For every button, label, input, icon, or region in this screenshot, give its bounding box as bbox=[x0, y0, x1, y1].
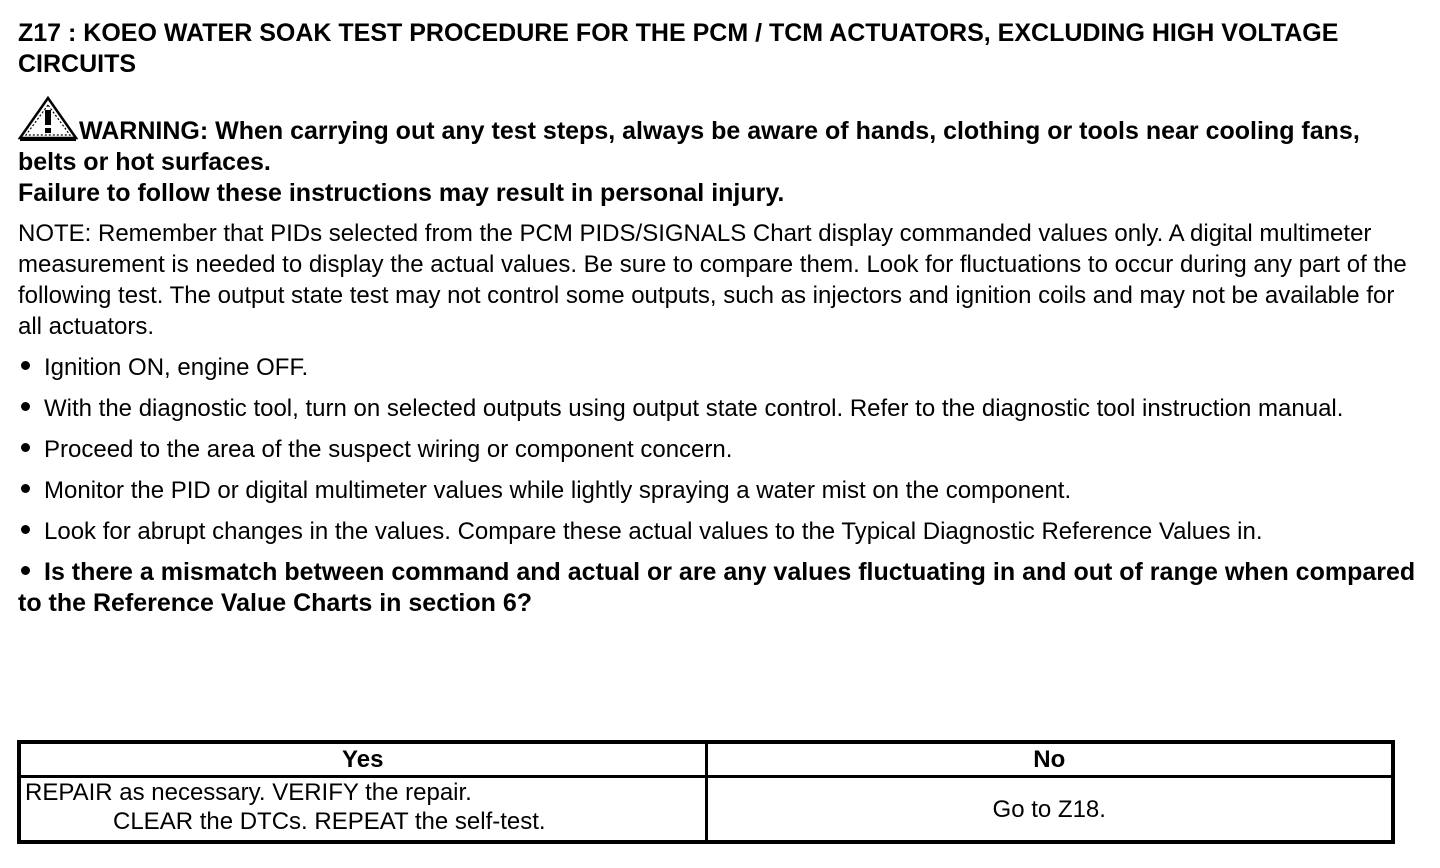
step-text: Ignition ON, engine OFF. bbox=[44, 354, 309, 381]
table-row bbox=[19, 777, 1393, 843]
step-text: Proceed to the area of the suspect wiring or component concern. bbox=[44, 436, 733, 463]
bullet-icon bbox=[21, 566, 30, 575]
yes-cell bbox=[19, 777, 706, 843]
list-item bbox=[18, 393, 1418, 424]
question-item bbox=[18, 557, 1418, 619]
table-header-row bbox=[19, 742, 1393, 777]
warning-block bbox=[18, 96, 1418, 209]
bullet-icon bbox=[21, 525, 30, 534]
question-text: Is there a mismatch between command and actual or are any values fluctuating in and out of range when compared to the Reference Value Charts in section 6? bbox=[18, 558, 1416, 617]
procedure-page bbox=[18, 18, 1418, 619]
bullet-icon bbox=[21, 402, 30, 411]
step-text: Monitor the PID or digital multimeter values while lightly spraying a water mist on the component. bbox=[44, 477, 1072, 504]
list-item bbox=[18, 475, 1418, 506]
step-text: With the diagnostic tool, turn on selected outputs using output state control. Refer to the diagnostic tool instruction manual. bbox=[44, 395, 1344, 422]
bullet-icon bbox=[21, 484, 30, 493]
no-header: No bbox=[706, 742, 1393, 777]
list-item bbox=[18, 516, 1418, 547]
bullet-icon bbox=[21, 361, 30, 370]
yes-header: Yes bbox=[19, 742, 706, 777]
warning-text: WARNING: When carrying out any test steps, always be aware of hands, clothing or tools near cooling fans, belts or hot surfaces. bbox=[18, 117, 1360, 176]
warning-consequence: Failure to follow these instructions may result in personal injury. bbox=[18, 179, 785, 207]
list-item bbox=[18, 352, 1418, 383]
note-paragraph: NOTE: Remember that PIDs selected from the PCM PIDS/SIGNALS Chart display commanded values only. A digital multimeter measurement is needed to display the actual values. Be sure to compare them. Look for fluctuations to occur during any part of the following test. The output state test may not control some outputs, such as injectors and ignition coils and may not be available for all actuators. bbox=[18, 220, 1407, 340]
step-text: Look for abrupt changes in the values. Compare these actual values to the Typical Diagnostic Reference Values in. bbox=[44, 518, 1263, 545]
bullet-icon bbox=[21, 443, 30, 452]
list-item bbox=[18, 434, 1418, 465]
warning-triangle-icon bbox=[18, 96, 78, 142]
yes-action-line-1: REPAIR as necessary. VERIFY the repair. bbox=[25, 779, 472, 806]
procedure-title: Z17 : KOEO WATER SOAK TEST PROCEDURE FOR THE PCM / TCM ACTUATORS, EXCLUDING HIGH VOLTAGE CIRCUITS bbox=[18, 19, 1339, 78]
result-table bbox=[17, 740, 1395, 844]
warning-line-1 bbox=[18, 96, 1418, 178]
no-cell: Go to Z18. bbox=[706, 777, 1393, 843]
yes-action-line-2: CLEAR the DTCs. REPEAT the self-test. bbox=[113, 808, 546, 835]
